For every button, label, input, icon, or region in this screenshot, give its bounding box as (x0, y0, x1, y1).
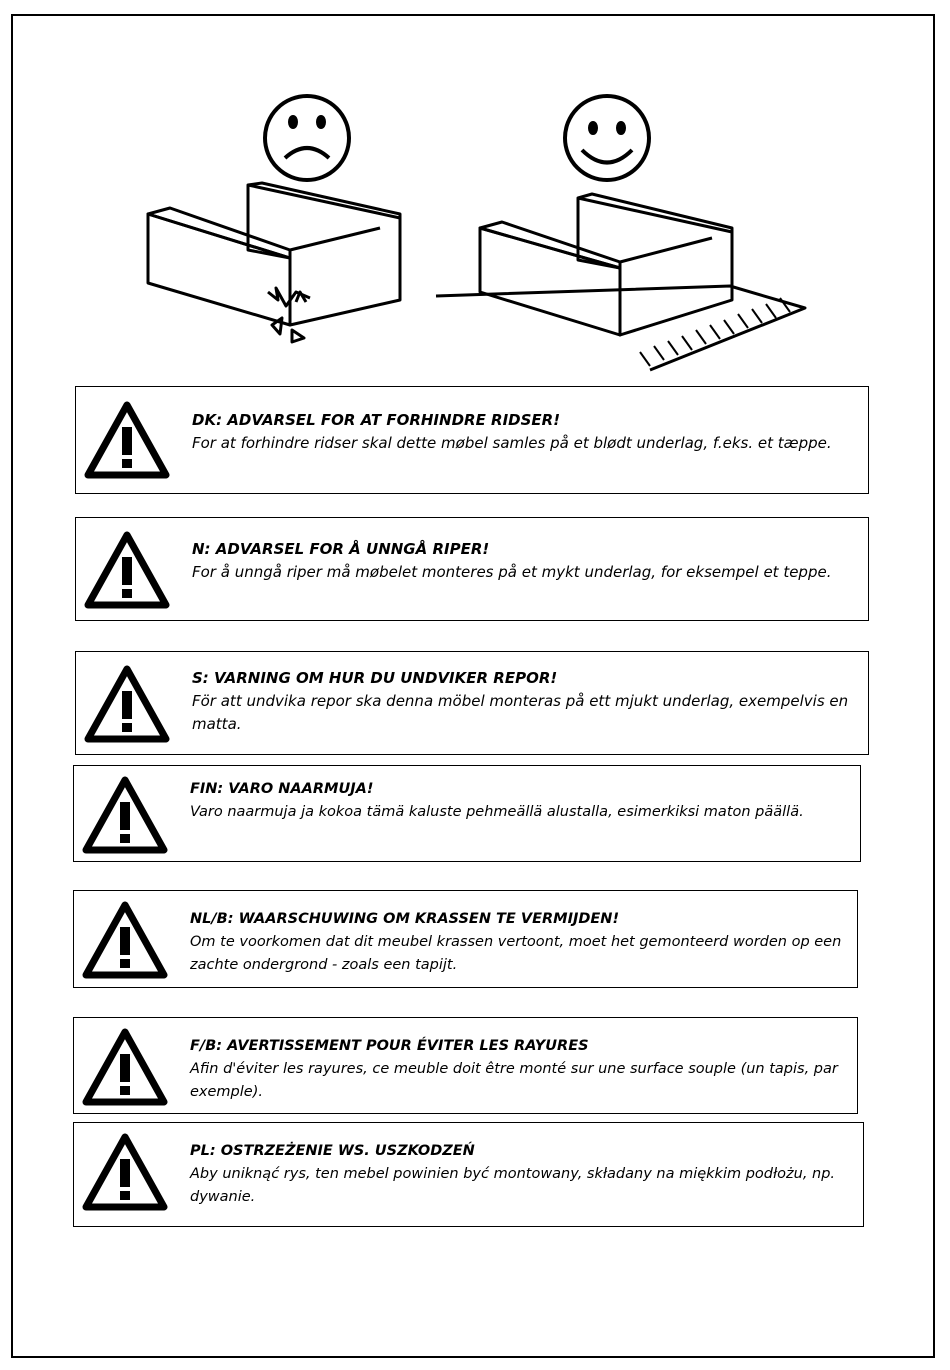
warning-triangle-icon (82, 1133, 168, 1211)
frowning-face-icon (265, 96, 349, 180)
warning-title: NL/B: WAARSCHUWING OM KRASSEN TE VERMIJDEN! (190, 911, 620, 927)
warning-body: For å unngå riper må møbelet monteres på et mykt underlag, for eksempel et teppe. (192, 563, 832, 581)
warning-title: F/B: AVERTISSEMENT POUR ÉVITER LES RAYURES (190, 1038, 589, 1054)
warning-triangle-icon (82, 1028, 168, 1106)
warning-n (75, 517, 869, 621)
warning-triangle-icon (84, 401, 170, 479)
warning-body: Om te voorkomen dat dit meubel krassen vertoont, moet het gemonteerd worden op een zachte ondergrond - zoals een tapijt. (190, 934, 842, 973)
warning-title: S: VARNING OM HUR DU UNDVIKER REPOR! (192, 669, 558, 687)
warning-title: DK: ADVARSEL FOR AT FORHINDRE RIDSER! (192, 411, 561, 429)
warning-body: Afin d'éviter les rayures, ce meuble doit être monté sur une surface souple (un tapis, par exemple). (190, 1061, 838, 1100)
assembly-illustration (0, 0, 950, 380)
warning-body: For at forhindre ridser skal dette møbel samles på et blødt underlag, f.eks. et tæppe. (192, 434, 832, 452)
warning-body: För att undvika repor ska denna möbel monteras på ett mjukt underlag, exempelvis en matta. (192, 692, 849, 733)
smiling-face-icon (565, 96, 649, 180)
warning-pl (73, 1122, 864, 1227)
broken-furniture-icon (148, 183, 400, 342)
warning-triangle-icon (84, 531, 170, 609)
furniture-on-carpet-icon (436, 194, 805, 370)
warning-s (75, 651, 869, 755)
warning-body: Aby uniknąć rys, ten mebel powinien być montowany, składany na miękkim podłożu, np. dywanie. (190, 1166, 836, 1205)
warning-title: FIN: VARO NAARMUJA! (190, 781, 374, 797)
warning-f-b (73, 1017, 858, 1114)
warning-nl-b (73, 890, 858, 988)
warning-body: Varo naarmuja ja kokoa tämä kaluste pehmeällä alustalla, esimerkiksi maton päällä. (190, 804, 804, 820)
warning-triangle-icon (82, 901, 168, 979)
warning-fin (73, 765, 861, 862)
warning-dk (75, 386, 869, 494)
warning-title: PL: OSTRZEŻENIE WS. USZKODZEŃ (190, 1143, 475, 1159)
warning-title: N: ADVARSEL FOR Å UNNGÅ RIPER! (192, 540, 490, 558)
warning-triangle-icon (84, 665, 170, 743)
warning-triangle-icon (82, 776, 168, 854)
